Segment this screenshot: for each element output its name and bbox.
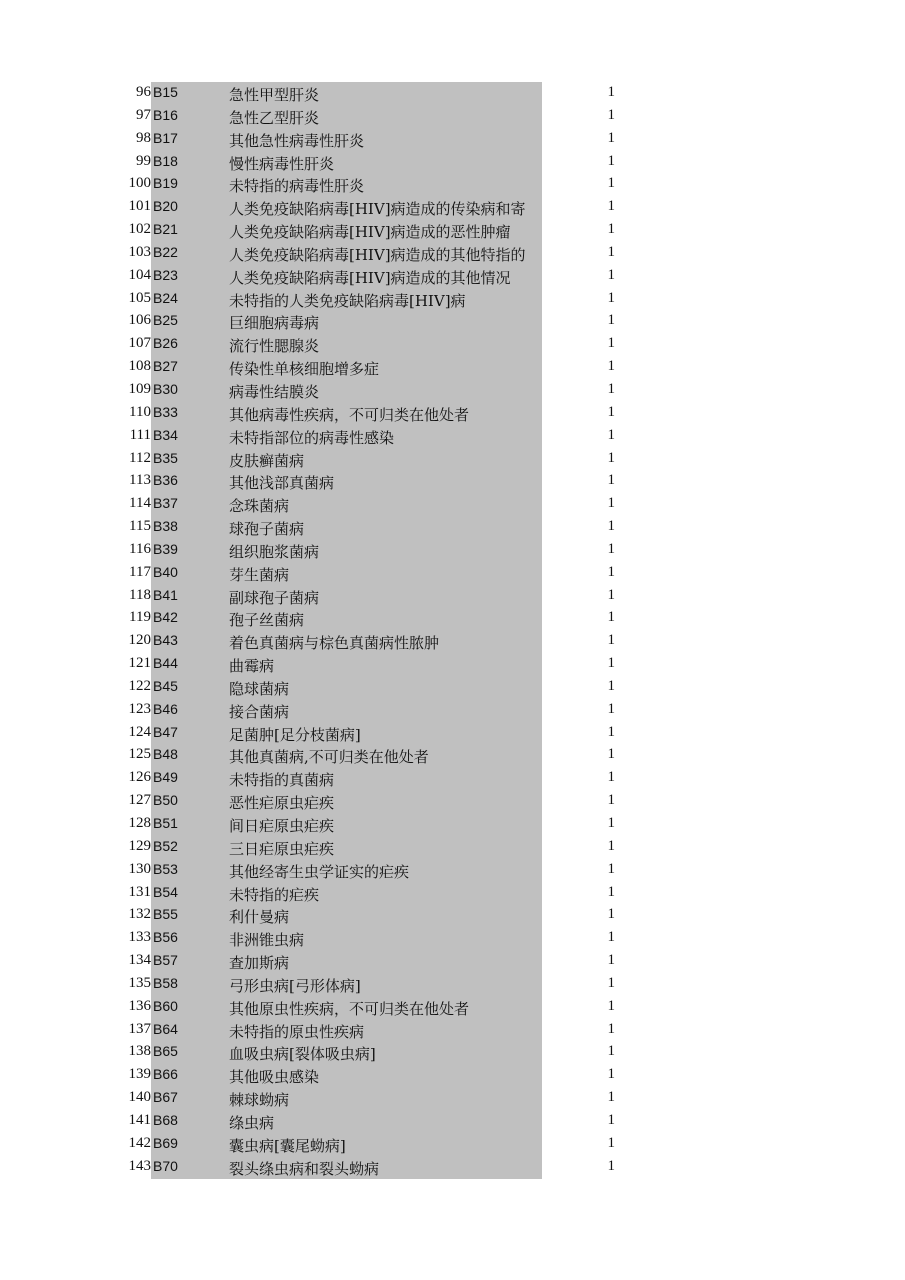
row-number: 138 [128,1043,151,1060]
disease-name: 急性甲型肝炎 [229,86,320,104]
row-number: 119 [129,609,151,626]
icd-code: B52 [153,837,178,854]
count-value: 1 [607,540,615,557]
table-row [0,562,905,585]
icd-code: B17 [153,129,178,146]
table-row [0,904,905,927]
table-row [0,333,905,356]
table-row [0,653,905,676]
row-number: 125 [128,746,151,763]
code-cell [151,470,542,493]
count-value: 1 [607,1043,615,1060]
table-row [0,151,905,174]
count-value: 1 [607,609,615,626]
disease-name: 隐球菌病 [229,679,290,698]
row-number: 143 [128,1157,151,1174]
code-cell [151,333,542,356]
code-cell [151,1019,542,1042]
code-cell [151,927,542,950]
row-number: 111 [129,426,151,443]
count-value: 1 [607,266,615,283]
code-cell [151,699,542,722]
code-cell [151,173,542,196]
count-value: 1 [607,472,615,489]
table-row [0,722,905,745]
disease-name: 芽生菌病 [229,565,290,584]
table-row [0,585,905,608]
table-row [0,630,905,653]
disease-name: 裂头绦虫病和裂头蚴病 [229,1159,380,1178]
row-number: 106 [128,312,151,329]
row-number: 128 [128,815,151,831]
table-row [0,927,905,950]
disease-name: 皮肤癣菌病 [229,451,305,470]
icd-code: B41 [153,586,178,603]
table-row [0,356,905,379]
row-number: 142 [128,1134,151,1151]
code-cell [151,82,542,105]
count-value: 1 [607,198,615,215]
row-number: 113 [129,472,151,489]
table-row [0,1133,905,1156]
count-value: 1 [607,563,615,580]
table-row [0,996,905,1019]
count-value: 1 [607,655,615,672]
code-cell [151,1064,542,1087]
count-value: 1 [607,495,615,512]
icd-code: B60 [153,997,178,1014]
code-cell [151,585,542,608]
row-number: 133 [128,929,151,946]
code-cell [151,996,542,1019]
disease-name: 血吸虫病[裂体吸虫病] [229,1045,376,1064]
code-cell [151,950,542,973]
row-number: 109 [128,380,151,397]
disease-name: 足菌肿[足分枝菌病] [229,725,361,744]
row-number: 99 [136,152,151,169]
icd-code: B51 [153,815,178,831]
icd-code: B25 [153,312,178,329]
row-number: 134 [128,952,151,969]
disease-name: 未特指的病毒性肝炎 [229,177,365,196]
table-row [0,539,905,562]
code-cell [151,219,542,242]
disease-name: 其他浅部真菌病 [229,474,335,493]
row-number: 140 [128,1089,151,1106]
count-value: 1 [607,1066,615,1083]
disease-name: 着色真菌病与棕色真菌病性脓肿 [229,634,440,653]
icd-code: B27 [153,358,178,375]
row-number: 127 [128,792,151,809]
count-value: 1 [607,243,615,260]
row-number: 130 [128,860,151,877]
row-number: 129 [128,837,151,854]
code-cell [151,356,542,379]
count-value: 1 [607,449,615,466]
table-row [0,1064,905,1087]
count-value: 1 [607,1020,615,1037]
icd-code: B66 [153,1066,178,1083]
icd-code: B36 [153,472,178,489]
count-value: 1 [607,837,615,854]
row-number: 136 [128,997,151,1014]
code-cell [151,493,542,516]
icd-code: B30 [153,380,178,397]
table-row [0,676,905,699]
count-value: 1 [607,906,615,923]
disease-name: 孢子丝菌病 [229,611,305,630]
row-number: 118 [129,586,151,603]
icd-code: B19 [153,175,178,192]
code-cell [151,1087,542,1110]
icd-code: B21 [153,221,178,238]
count-value: 1 [607,380,615,397]
icd-code: B22 [153,243,178,260]
table-row [0,836,905,859]
table-row [0,402,905,425]
row-number: 104 [128,266,151,283]
table-row [0,82,905,105]
code-cell [151,539,542,562]
disease-name: 人类免疫缺陷病毒[HIV]病造成的传染病和寄 [229,200,526,219]
icd-code: B26 [153,335,178,352]
table-row [0,219,905,242]
row-number: 116 [129,540,151,557]
disease-name: 副球孢子菌病 [229,588,320,607]
icd-code: B35 [153,449,178,466]
table-row [0,790,905,813]
count-value: 1 [607,723,615,740]
disease-name: 其他经寄生虫学证实的疟疾 [229,862,410,881]
table-row [0,744,905,767]
code-cell [151,744,542,767]
count-value: 1 [607,860,615,877]
table-row [0,859,905,882]
icd-code: B38 [153,518,178,535]
icd-code: B40 [153,563,178,580]
disease-name: 利什曼病 [229,908,290,927]
row-number: 97 [136,106,151,123]
code-cell [151,973,542,996]
table-row [0,265,905,288]
disease-name: 未特指部位的病毒性感染 [229,428,395,447]
icd-code: B39 [153,540,178,557]
row-number: 100 [128,175,151,192]
disease-name: 未特指的原虫性疾病 [229,1022,365,1041]
count-value: 1 [607,84,615,100]
disease-name: 急性乙型肝炎 [229,108,320,127]
count-value: 1 [607,883,615,900]
icd-code: B54 [153,883,178,900]
spreadsheet-table [0,82,905,1179]
count-value: 1 [607,106,615,123]
table-row [0,196,905,219]
row-number: 122 [128,677,151,694]
table-row [0,1156,905,1179]
row-number: 96 [136,84,151,100]
disease-name: 慢性病毒性肝炎 [229,154,335,173]
table-row [0,699,905,722]
table-row [0,493,905,516]
count-value: 1 [607,426,615,443]
count-value: 1 [607,335,615,352]
row-number: 110 [129,403,151,420]
disease-name: 曲霉病 [229,657,275,676]
icd-code: B44 [153,655,178,672]
count-value: 1 [607,997,615,1014]
code-cell [151,630,542,653]
table-row [0,105,905,128]
table-row [0,310,905,333]
table-row [0,1087,905,1110]
count-value: 1 [607,929,615,946]
count-value: 1 [607,1134,615,1151]
table-row [0,1041,905,1064]
row-number: 107 [128,335,151,352]
row-number: 120 [128,632,151,649]
table-row [0,288,905,311]
disease-name: 接合菌病 [229,702,290,721]
disease-name: 其他急性病毒性肝炎 [229,131,365,150]
count-value: 1 [607,700,615,717]
code-cell [151,836,542,859]
disease-name: 非洲锥虫病 [229,931,305,950]
code-cell [151,310,542,333]
code-cell [151,859,542,882]
icd-code: B56 [153,929,178,946]
icd-code: B33 [153,403,178,420]
code-cell [151,242,542,265]
count-value: 1 [607,289,615,306]
count-value: 1 [607,792,615,809]
count-value: 1 [607,746,615,763]
count-value: 1 [607,1157,615,1174]
count-value: 1 [607,175,615,192]
row-number: 121 [128,655,151,672]
disease-name: 传染性单核细胞增多症 [229,360,380,379]
icd-code: B58 [153,974,178,991]
row-number: 124 [128,723,151,740]
icd-code: B46 [153,700,178,717]
disease-name: 组织胞浆菌病 [229,542,320,561]
code-cell [151,813,542,836]
icd-code: B64 [153,1020,178,1037]
code-cell [151,105,542,128]
code-cell [151,448,542,471]
code-cell [151,288,542,311]
table-row [0,425,905,448]
count-value: 1 [607,152,615,169]
icd-code: B34 [153,426,178,443]
row-number: 102 [128,221,151,238]
table-row [0,973,905,996]
code-cell [151,1156,542,1179]
code-cell [151,607,542,630]
icd-code: B47 [153,723,178,740]
icd-code: B67 [153,1089,178,1106]
icd-code: B57 [153,952,178,969]
disease-name: 查加斯病 [229,954,290,973]
icd-code: B69 [153,1134,178,1151]
disease-name: 人类免疫缺陷病毒[HIV]病造成的其他情况 [229,268,511,287]
disease-name: 未特指的疟疾 [229,885,320,904]
disease-name: 棘球蚴病 [229,1091,290,1110]
code-cell [151,402,542,425]
count-value: 1 [607,1089,615,1106]
table-row [0,1110,905,1133]
code-cell [151,1041,542,1064]
icd-code: B43 [153,632,178,649]
disease-name: 球孢子菌病 [229,520,305,539]
table-row [0,882,905,905]
code-cell [151,128,542,151]
icd-code: B50 [153,792,178,809]
disease-name: 绦虫病 [229,1113,275,1132]
icd-code: B42 [153,609,178,626]
table-row [0,470,905,493]
code-cell [151,790,542,813]
code-cell [151,425,542,448]
code-cell [151,196,542,219]
table-row [0,128,905,151]
table-row [0,607,905,630]
row-number: 126 [128,769,151,786]
table-row [0,1019,905,1042]
code-cell [151,767,542,790]
row-number: 101 [128,198,151,215]
icd-code: B53 [153,860,178,877]
icd-code: B16 [153,106,178,123]
count-value: 1 [607,312,615,329]
table-row [0,242,905,265]
row-number: 123 [128,700,151,717]
code-cell [151,1133,542,1156]
row-number: 137 [128,1020,151,1037]
icd-code: B20 [153,198,178,215]
code-cell [151,904,542,927]
icd-code: B65 [153,1043,178,1060]
icd-code: B37 [153,495,178,512]
code-cell [151,265,542,288]
disease-name: 其他真菌病,不可归类在他处者 [229,748,429,767]
icd-code: B45 [153,677,178,694]
code-cell [151,562,542,585]
count-value: 1 [607,518,615,535]
count-value: 1 [607,769,615,786]
icd-code: B23 [153,266,178,283]
disease-name: 流行性腮腺炎 [229,337,320,356]
disease-name: 其他吸虫感染 [229,1068,320,1087]
row-number: 135 [128,974,151,991]
disease-name: 人类免疫缺陷病毒[HIV]病造成的恶性肿瘤 [229,223,511,242]
count-value: 1 [607,677,615,694]
row-number: 141 [128,1111,151,1128]
code-cell [151,722,542,745]
row-number: 131 [128,883,151,900]
row-number: 112 [129,449,151,466]
icd-code: B15 [153,84,178,100]
icd-code: B48 [153,746,178,763]
table-row [0,767,905,790]
disease-name: 其他原虫性疾病，不可归类在他处者 [229,999,470,1018]
code-cell [151,379,542,402]
disease-name: 人类免疫缺陷病毒[HIV]病造成的其他特指的 [229,245,526,264]
count-value: 1 [607,586,615,603]
icd-code: B49 [153,769,178,786]
row-number: 105 [128,289,151,306]
code-cell [151,151,542,174]
count-value: 1 [607,632,615,649]
table-row [0,950,905,973]
table-row [0,173,905,196]
row-number: 132 [128,906,151,923]
disease-name: 其他病毒性疾病，不可归类在他处者 [229,405,470,424]
count-value: 1 [607,403,615,420]
code-cell [151,676,542,699]
icd-code: B55 [153,906,178,923]
disease-name: 巨细胞病毒病 [229,314,320,333]
code-cell [151,653,542,676]
code-cell [151,516,542,539]
row-number: 108 [128,358,151,375]
row-number: 115 [129,518,151,535]
count-value: 1 [607,952,615,969]
code-cell [151,882,542,905]
disease-name: 间日疟原虫疟疾 [229,817,335,835]
count-value: 1 [607,129,615,146]
disease-name: 念珠菌病 [229,497,290,516]
table-row [0,448,905,471]
row-number: 98 [136,129,151,146]
count-value: 1 [607,815,615,831]
count-value: 1 [607,358,615,375]
table-row [0,813,905,836]
disease-name: 未特指的人类免疫缺陷病毒[HIV]病 [229,291,466,310]
disease-name: 未特指的真菌病 [229,771,335,790]
icd-code: B24 [153,289,178,306]
table-row [0,516,905,539]
row-number: 139 [128,1066,151,1083]
row-number: 103 [128,243,151,260]
table-row [0,379,905,402]
disease-name: 病毒性结膜炎 [229,382,320,401]
disease-name: 恶性疟原虫疟疾 [229,794,335,813]
icd-code: B18 [153,152,178,169]
count-value: 1 [607,221,615,238]
disease-name: 弓形虫病[弓形体病] [229,976,361,995]
disease-name: 囊虫病[囊尾蚴病] [229,1136,346,1155]
row-number: 114 [129,495,151,512]
count-value: 1 [607,974,615,991]
code-cell [151,1110,542,1133]
row-number: 117 [129,563,151,580]
icd-code: B68 [153,1111,178,1128]
disease-name: 三日疟原虫疟疾 [229,839,335,858]
icd-code: B70 [153,1157,178,1174]
count-value: 1 [607,1111,615,1128]
